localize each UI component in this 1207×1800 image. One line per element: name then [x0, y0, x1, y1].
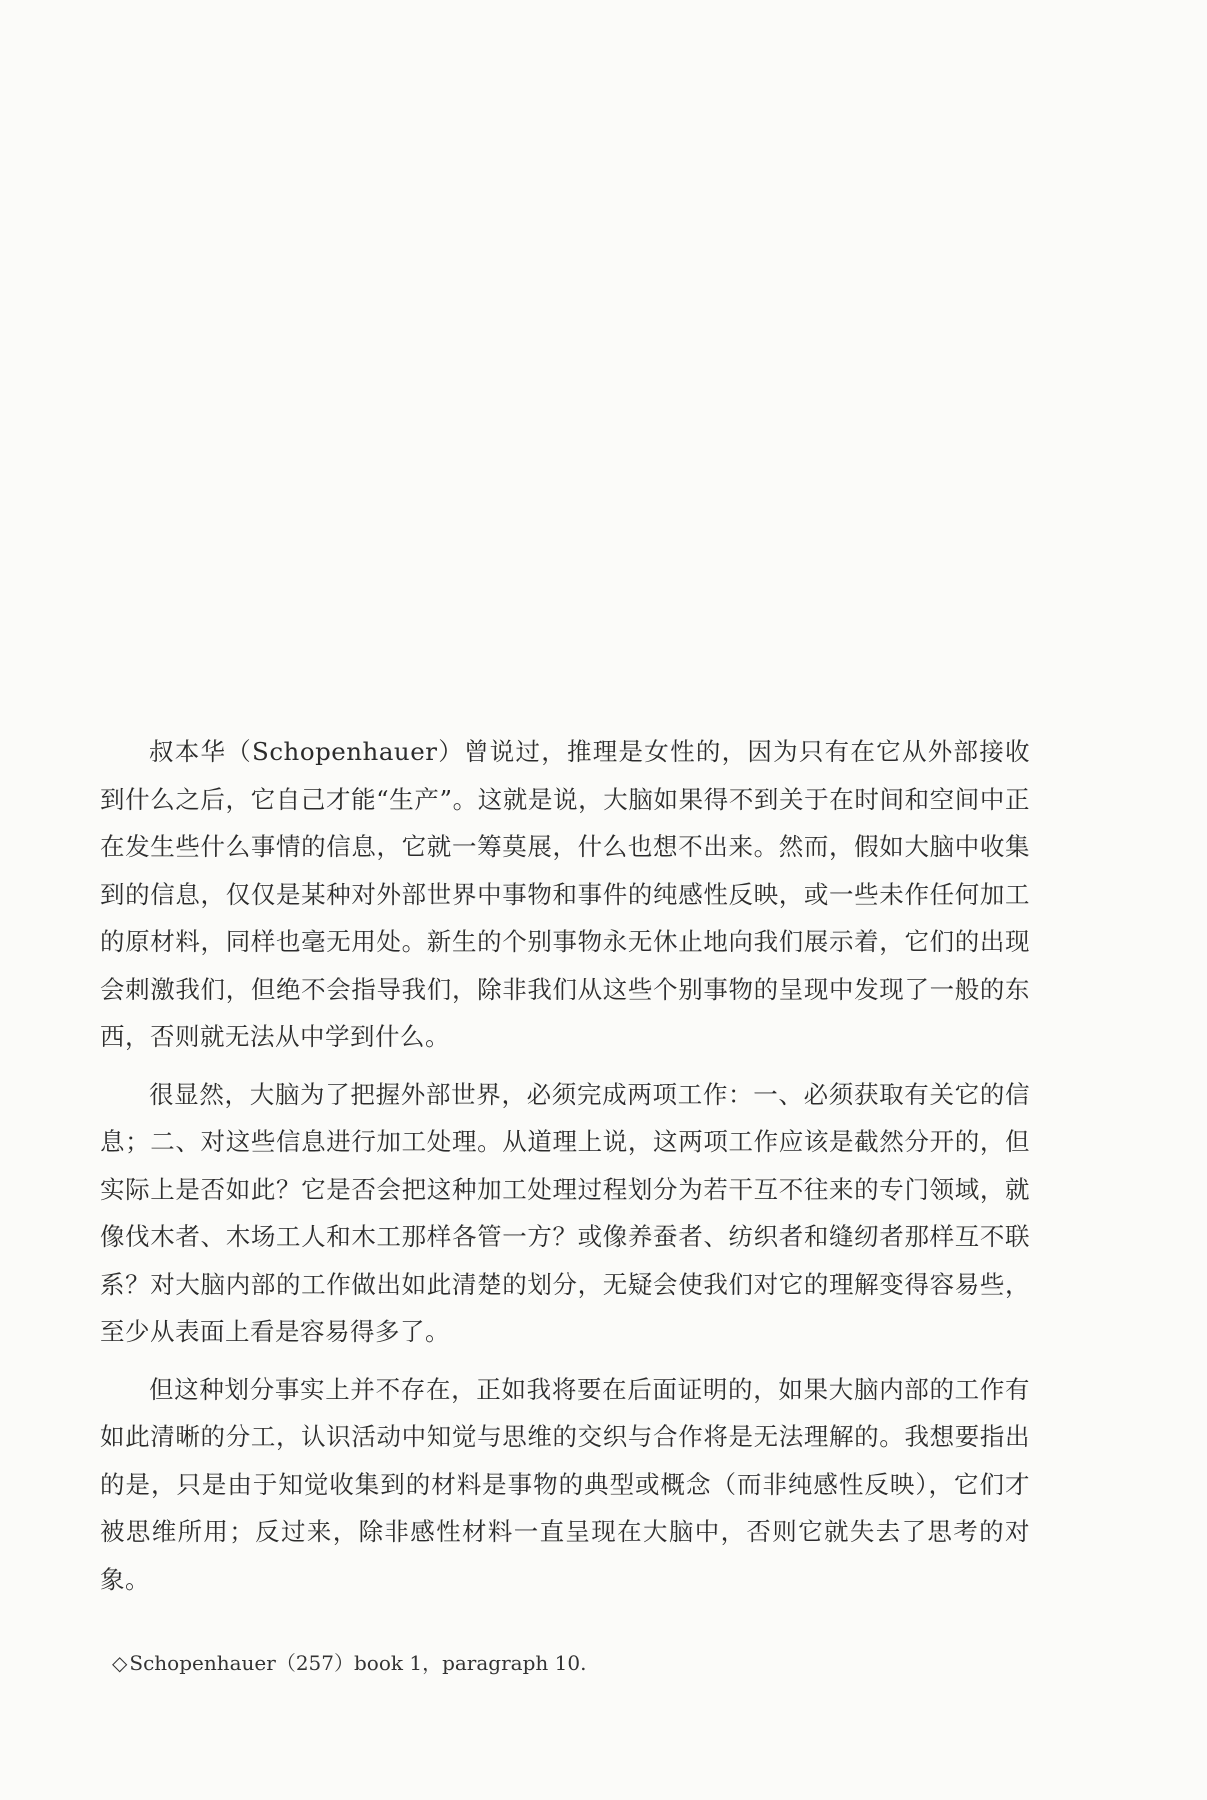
paragraph-two-tasks: 很显然，大脑为了把握外部世界，必须完成两项工作：一、必须获取有关它的信息；二、对这些信息进行加工处理。从道理上说，这两项工作应该是截然分开的，但实际上是否如此？它是否会把这种加工处理过程划分为若干互不往来的专门领域，就像伐木者、木场工人和木工那样各管一方？或像养蚕者、纺织者和缝纫者那样互不联系？对大脑内部的工作做出如此清楚的划分，无疑会使我们对它的理解变得容易些，至少从表面上看是容易得多了。	[100, 1079, 1030, 1346]
diamond-icon: ◇	[112, 1651, 128, 1675]
page-body	[100, 728, 1030, 1613]
footnote	[112, 1648, 1012, 1678]
paragraph-schopenhauer-quote: 叔本华（Schopenhauer）曾说过，推理是女性的，因为只有在它从外部接收到什么之后，它自己才能“生产”。这就是说，大脑如果得不到关于在时间和空间中正在发生些什么事情的信息，它就一筹莫展，什么也想不出来。然而，假如大脑中收集到的信息，仅仅是某种对外部世界中事物和事件的纯感性反映，或一些未作任何加工的原材料，同样也毫无用处。新生的个别事物永无休止地向我们展示着，它们的出现会刺激我们，但绝不会指导我们，除非我们从这些个别事物的呈现中发现了一般的东西，否则就无法从中学到什么。	[100, 737, 1030, 1051]
paragraph-no-division: 但这种划分事实上并不存在，正如我将要在后面证明的，如果大脑内部的工作有如此清晰的分工，认识活动中知觉与思维的交织与合作将是无法理解的。我想要指出的是，只是由于知觉收集到的材料是事物的典型或概念（而非纯感性反映），它们才被思维所用；反过来，除非感性材料一直呈现在大脑中，否则它就失去了思考的对象。	[100, 1374, 1030, 1594]
footnote-text: Schopenhauer（257）book 1，paragraph 10.	[129, 1651, 587, 1675]
